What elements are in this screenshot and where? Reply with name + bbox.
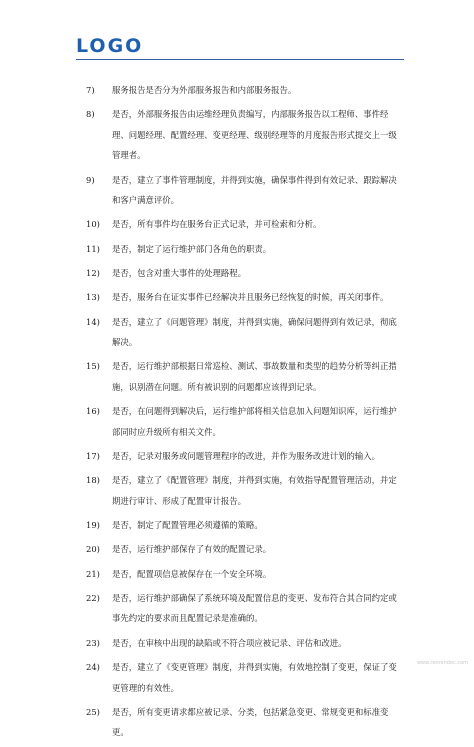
- item-text: 是否，外部服务报告由运维经理负责编写，内部服务报告以工程师、事件经理、问题经理、配置经理、变更经理、级别经理等的月度报告形式提交上一级管理者。: [112, 109, 397, 161]
- list-item: [86, 104, 404, 166]
- item-number: 19): [86, 520, 100, 531]
- list-item: [86, 633, 404, 654]
- item-number: 22): [86, 592, 100, 603]
- item-number: 14): [86, 316, 100, 327]
- item-text: 服务报告是否分为外部服务报告和内部服务报告。: [112, 85, 297, 95]
- item-text: 是否，建立了事件管理制度，并得到实施，确保事件得到有效记录、跟踪解决和客户满意评价。: [112, 174, 397, 206]
- list-item: [86, 214, 404, 235]
- item-number: 15): [86, 361, 100, 372]
- item-text: 是否，制定了配置管理必须遵循的策略。: [112, 520, 263, 531]
- item-text: 是否，运行维护部根据日常巡检、测试、事故数量和类型的趋势分析等纠正措施，识别潜在问题。所有被识别的问题都应该得到记录。: [112, 361, 397, 392]
- item-number: 10): [86, 219, 100, 230]
- list-item: [86, 470, 404, 511]
- item-text: 是否，运行维护部保存了有效的配置记录。: [112, 544, 272, 555]
- item-text: 是否，建立了《配置管理》制度，并得到实施，有效指导配置管理活动，并定期进行审计、形成了配置审计报告。: [112, 475, 397, 506]
- item-text: 是否，记录对服务或问题管理程序的改进，并作为服务改进计划的输入。: [112, 450, 380, 461]
- item-number: 25): [86, 706, 100, 717]
- item-number: 20): [86, 544, 100, 555]
- list-item: [86, 170, 404, 211]
- list-item: [86, 539, 404, 560]
- item-text: 是否，在问题得到解决后，运行维护部将相关信息加入问题知识库，运行维护部同时应升级所有相关文件。: [112, 406, 397, 437]
- item-number: 18): [86, 475, 100, 486]
- list-item: [86, 588, 404, 629]
- item-text: 是否，配置项信息被保存在一个安全环境。: [112, 568, 272, 579]
- checklist: [86, 80, 404, 747]
- item-number: 21): [86, 568, 100, 579]
- list-item: [86, 564, 404, 585]
- item-text: 是否，包含对重大事件的处理路程。: [112, 267, 246, 278]
- item-text: 是否，运行维护部确保了系统环境及配置信息的变更、发布符合其合同约定或事先约定的要求而且配置记录是准确的。: [112, 592, 397, 624]
- item-number: 23): [86, 637, 100, 648]
- header-divider: [76, 59, 404, 60]
- list-item: [86, 401, 404, 442]
- item-text: 是否，建立了《变更管理》制度，并得到实施，有效地控制了变更，保证了变更管理的有效性。: [112, 662, 397, 693]
- logo: LOGO: [76, 35, 144, 57]
- list-item: [86, 263, 404, 284]
- item-number: 17): [86, 450, 100, 461]
- item-text: 是否，建立了《问题管理》制度，并得到实施，确保问题得到有效记录，彻底解决。: [112, 316, 397, 348]
- item-number: 11): [86, 243, 100, 254]
- list-item: [86, 657, 404, 698]
- item-text: 是否，制定了运行维护部门各角色的职责。: [112, 243, 272, 254]
- list-item: [86, 446, 404, 467]
- list-item: [86, 515, 404, 536]
- item-text: 是否，服务台在证实事件已经解决并且服务已经恢复的时候，再关闭事件。: [112, 292, 389, 303]
- watermark: www.renrendoc.com: [416, 660, 468, 666]
- list-item: [86, 356, 404, 397]
- list-item: [86, 702, 404, 743]
- list-item: [86, 239, 404, 260]
- item-number: 24): [86, 662, 100, 673]
- item-text: 是否，所有事件均在服务台正式记录，并可检索和分析。: [112, 219, 322, 230]
- item-number: 7): [86, 85, 95, 95]
- list-item: [86, 80, 404, 101]
- item-number: 9): [86, 174, 95, 185]
- item-number: 12): [86, 267, 100, 278]
- item-number: 8): [86, 109, 95, 120]
- item-number: 13): [86, 292, 100, 303]
- list-item: [86, 287, 404, 308]
- item-text: 是否，在审核中出现的缺陷或不符合项应被记录、评估和改进。: [112, 637, 347, 648]
- list-item: [86, 312, 404, 353]
- item-number: 16): [86, 406, 100, 417]
- item-text: 是否，所有变更请求都应被记录、分类，包括紧急变更、常规变更和标准变更。: [112, 706, 389, 738]
